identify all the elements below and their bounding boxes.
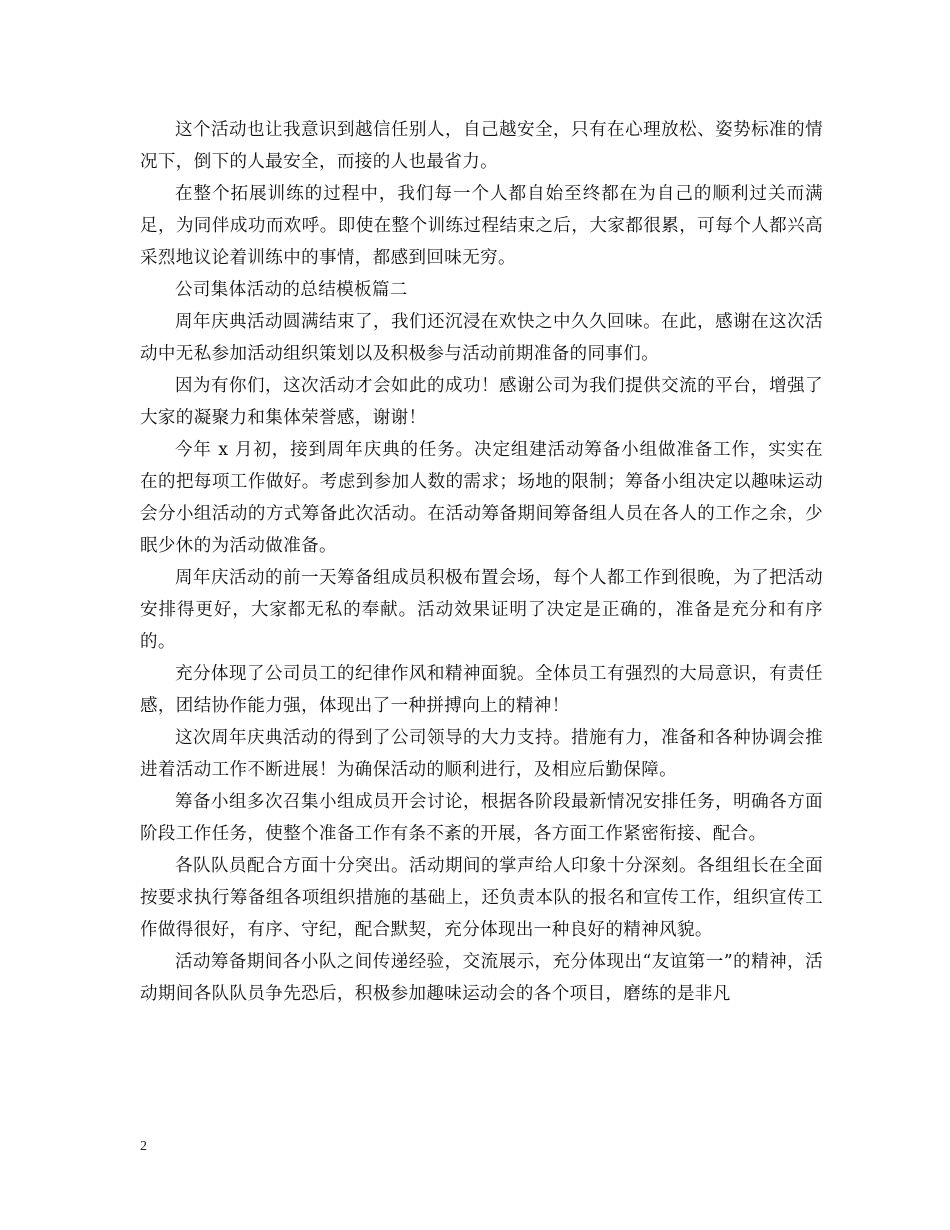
body-text xyxy=(140,114,823,1010)
paragraph-10: 筹备小组多次召集小组成员开会讨论，根据各阶段最新情况安排任务，明确各方面阶段工作任务，使整个准备工作有条不紊的开展，各方面工作紧密衔接、配合。 xyxy=(140,792,823,844)
paragraph-2: 在整个拓展训练的过程中，我们每一个人都自始至终都在为自己的顺利过关而满足，为同伴成功而欢呼。即使在整个训练过程结束之后，大家都很累，可每个人都兴高采烈地议论着训练中的事情，都感到回味无穷。 xyxy=(140,184,823,268)
paragraph-7: 周年庆活动的前一天筹备组成员积极布置会场，每个人都工作到很晚，为了把活动安排得更好，大家都无私的奉献。活动效果证明了决定是正确的，准备是充分和有序的。 xyxy=(140,568,823,652)
paragraph-12: 活动筹备期间各小队之间传递经验，交流展示，充分体现出“友谊第一”的精神，活动期间各队队员争先恐后，积极参加趣味运动会的各个项目，磨练的是非凡 xyxy=(140,952,823,1004)
paragraph-8: 充分体现了公司员工的纪律作风和精神面貌。全体员工有强烈的大局意识，有责任感，团结协作能力强，体现出了一种拼搏向上的精神！ xyxy=(140,664,823,716)
section-heading: 公司集体活动的总结模板篇二 xyxy=(175,280,408,300)
paragraph-4: 周年庆典活动圆满结束了，我们还沉浸在欢快之中久久回味。在此，感谢在这次活动中无私参加活动组织策划以及积极参与活动前期准备的同事们。 xyxy=(140,312,823,364)
paragraph-1: 这个活动也让我意识到越信任别人，自己越安全，只有在心理放松、姿势标准的情况下，倒下的人最安全，而接的人也最省力。 xyxy=(140,120,823,172)
paragraph-9: 这次周年庆典活动的得到了公司领导的大力支持。措施有力，准备和各种协调会推进着活动工作不断进展！为确保活动的顺利进行，及相应后勤保障。 xyxy=(140,728,823,780)
paragraph-6: 今年 x 月初，接到周年庆典的任务。决定组建活动筹备小组做准备工作，实实在在的把每项工作做好。考虑到参加人数的需求；场地的限制；筹备小组决定以趣味运动会分小组活动的方式筹备此次活动。在活动筹备期间筹备组人员在各人的工作之余，少眠少休的为活动做准备。 xyxy=(140,440,823,556)
paragraph-11: 各队队员配合方面十分突出。活动期间的掌声给人印象十分深刻。各组组长在全面按要求执行筹备组各项组织措施的基础上，还负责本队的报名和宣传工作，组织宣传工作做得很好，有序、守纪，配合默契，充分体现出一种良好的精神风貌。 xyxy=(140,856,823,940)
page-number: 2 xyxy=(140,1139,147,1154)
paragraph-5: 因为有你们，这次活动才会如此的成功！感谢公司为我们提供交流的平台，增强了大家的凝聚力和集体荣誉感，谢谢！ xyxy=(140,376,823,428)
